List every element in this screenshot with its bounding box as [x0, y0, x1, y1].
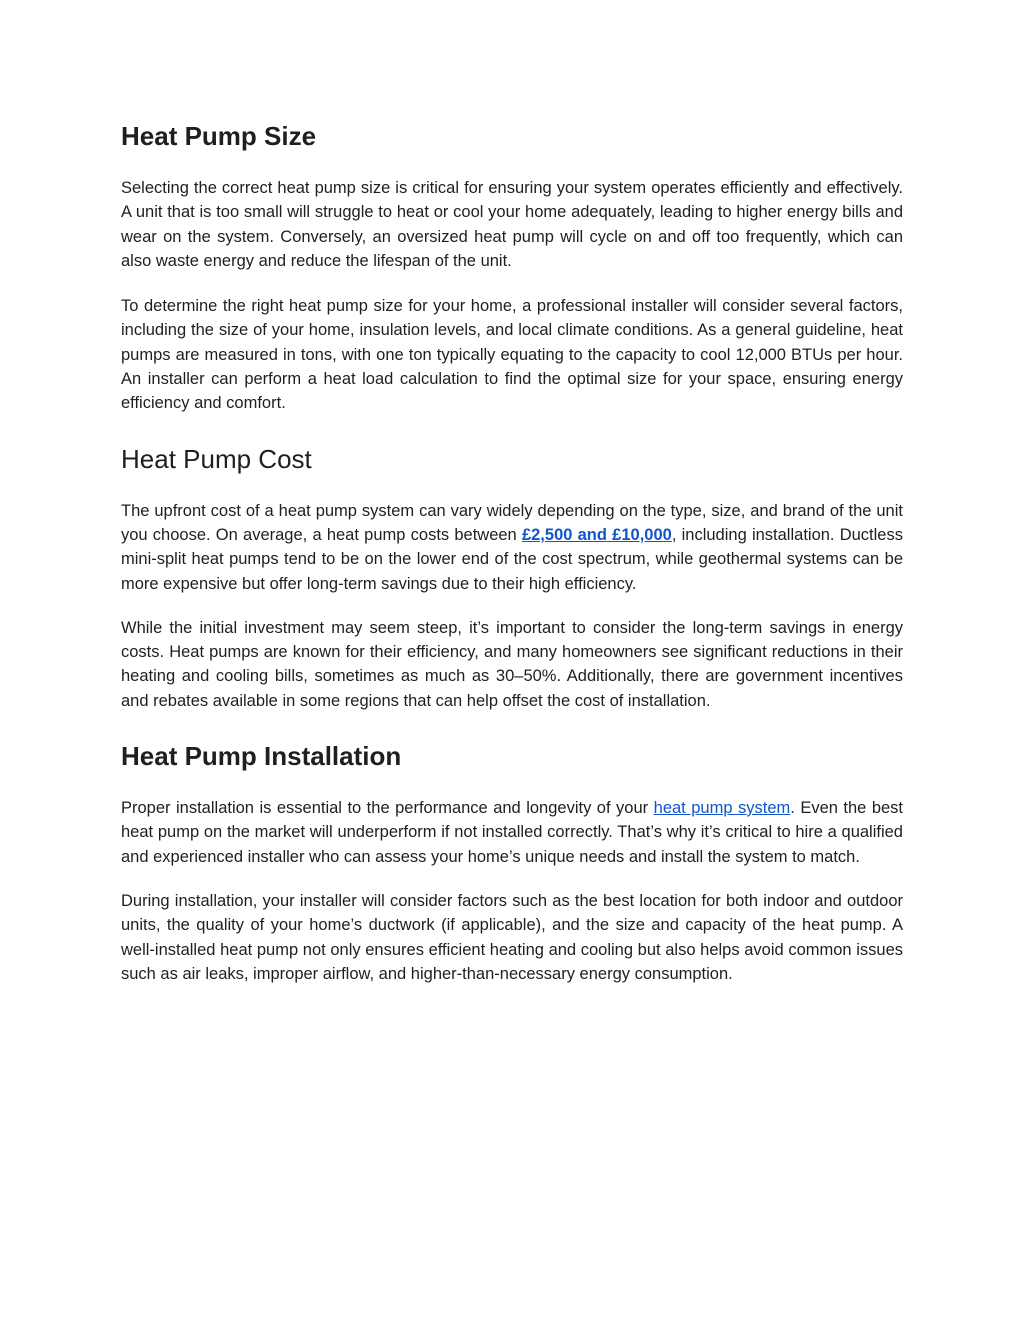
document-content [121, 118, 903, 986]
paragraph-installation-1-text-after: . Even the best heat pump on the market will underperform if not installed correctly. That’s why it’s critical to hire a qualified and experienced installer who can assess your home’s unique needs and install the system to match. [121, 799, 904, 866]
paragraph-cost-1-text-before: The upfront cost of a heat pump system can vary widely depending on the type, size, and brand of the unit you choose. On average, a heat pump costs between [121, 501, 903, 544]
paragraph-installation-2: During installation, your installer will consider factors such as the best location for both indoor and outdoor units, the quality of your home’s ductwork (if applicable), and the size and capacity of the heat pump. A well-installed heat pump not only ensures efficient heating and cooling but also helps avoid common issues such as air leaks, improper airflow, and higher-than-necessary energy consumption. [121, 891, 903, 983]
heading-heat-pump-size: Heat Pump Size [121, 121, 317, 151]
paragraph-size-2: To determine the right heat pump size for your home, a professional installer will consider several factors, including the size of your home, insulation levels, and local climate conditions. As a general guideline, heat pumps are measured in tons, with one ton typically equating to the capacity to cool 12,000 BTUs per hour. An installer can perform a heat load calculation to find the optimal size for your space, ensuring energy efficiency and comfort. [121, 297, 903, 413]
heat-pump-system-link[interactable]: heat pump system [653, 799, 791, 818]
paragraph-cost-1 [121, 499, 903, 596]
paragraph-size-1: Selecting the correct heat pump size is critical for ensuring your system operates efficiently and effectively. A unit that is too small will struggle to heat or cool your home adequately, leading to higher energy bills and wear on the system. Conversely, an oversized heat pump will cycle on and off too frequently, which can also waste energy and reduce the lifespan of the unit. [121, 179, 903, 270]
heading-heat-pump-installation: Heat Pump Installation [121, 741, 402, 772]
heading-heat-pump-cost: Heat Pump Cost [121, 443, 312, 474]
paragraph-cost-1-text-after: , including installation. Ductless mini-split heat pumps tend to be on the lower end of the cost spectrum, while geothermal systems can be more expensive but offer long-term savings due to their high efficiency. [121, 525, 903, 593]
paragraph-installation-1-text-before: Proper installation is essential to the performance and longevity of your [121, 799, 654, 818]
cost-range-link[interactable]: £2,500 and £10,000 [521, 525, 672, 544]
paragraph-installation-1 [121, 796, 903, 869]
paragraph-cost-2: While the initial investment may seem steep, it’s important to consider the long-term savings in energy costs. Heat pumps are known for their efficiency, and many homeowners see significant reductions in their heating and cooling bills, sometimes as much as 30–50%. Additionally, there are government incentives and rebates available in some regions that can help offset the cost of installation. [121, 618, 903, 710]
